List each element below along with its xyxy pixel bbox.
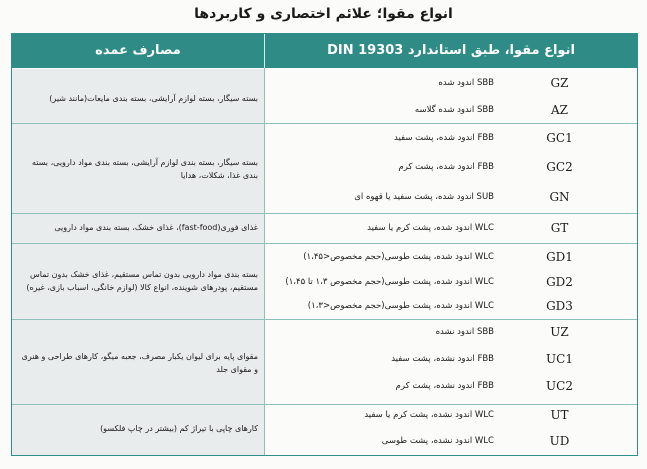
header-usage: مصارف عمده — [95, 43, 181, 58]
page-title: انواع مقوا؛ علائم اختصاری و کاربردها — [194, 6, 453, 22]
code-cell: GD2 — [546, 275, 573, 289]
description-cell: FBB اندود نشده، پشت سفید — [391, 354, 494, 364]
usage-cell: غذای فوری(fast-food)، غذای خشک، بسته بندی مواد دارویی — [54, 223, 258, 232]
code-cell: GN — [549, 190, 570, 204]
description-cell: FBB اندود نشده، پشت کرم — [395, 381, 494, 391]
code-cell: UT — [550, 408, 569, 422]
description-cell: SBB اندود نشده — [435, 327, 494, 337]
usage-cell: مقوای پایه برای لیوان یکبار مصرف، جعبه میگو، کارهای طراحی و هنری و مقوای جلد — [21, 352, 258, 374]
description-cell: FBB اندود شده، پشت کرم — [398, 162, 494, 172]
column-divider — [264, 68, 265, 455]
code-cell: GC1 — [546, 131, 573, 145]
description-cell: SBB اندود شده گلاسه — [414, 105, 494, 115]
description-cell: WLC اندود شده، پشت طوسی(حجم مخصوص ۱،۳ تا ۱،۴۵) — [285, 277, 494, 287]
code-cell: AZ — [550, 103, 568, 117]
code-cell: GT — [550, 221, 569, 235]
table-header — [12, 34, 637, 68]
usage-cell: بسته بندی مواد دارویی بدون تماس مستقیم، غذای خشک بدون تماس مستقیم، پودرهای شوینده، انواع کالا (لوازم خانگی، اسباب بازی، غیره) — [26, 270, 258, 292]
code-cell: UD — [549, 434, 570, 448]
description-cell: WLC اندود شده، پشت طوسی(حجم مخصوص<۱،۳) — [307, 301, 494, 311]
code-cell: GD1 — [546, 250, 573, 264]
description-cell: WLC اندود شده، پشت طوسی(حجم مخصوص<۱،۴۵) — [303, 252, 494, 262]
usage-cell: کارهای چاپی با تیراژ کم (بیشتر در چاپ فلکسو) — [100, 424, 258, 433]
header-types: انواع مقوا، طبق استاندارد DIN 19303 — [264, 34, 637, 68]
row-divider — [12, 213, 637, 214]
board-types-table — [11, 33, 638, 456]
description-cell: SUB اندود شده، پشت سفید یا قهوه ای — [354, 192, 494, 202]
code-cell: GC2 — [546, 160, 573, 174]
description-cell: WLC اندود شده، پشت کرم یا سفید — [367, 223, 494, 233]
usage-cell: بسته سیگار، بسته لوازم آرایشی، بسته بندی مایعات(مانند شیر) — [49, 94, 258, 103]
description-cell: SBB اندود شده — [438, 78, 494, 88]
code-cell: UC1 — [546, 352, 573, 366]
description-cell: FBB اندود شده، پشت سفید — [394, 133, 494, 143]
row-divider — [12, 123, 637, 124]
usage-cell: بسته سیگار، بسته بندی لوازم آرایشی، بسته بندی مواد دارویی، بسته بندی غذا، شکلات، هدایا — [31, 158, 258, 180]
description-cell: WLC اندود نشده، پشت کرم یا سفید — [364, 410, 494, 420]
row-divider — [12, 319, 637, 320]
description-cell: WLC اندود نشده، پشت طوسی — [381, 436, 494, 446]
code-cell: UZ — [550, 325, 569, 339]
code-cell: GD3 — [546, 299, 573, 313]
row-divider — [12, 243, 637, 244]
code-cell: UC2 — [546, 379, 573, 393]
row-divider — [12, 404, 637, 405]
code-cell: GZ — [550, 76, 569, 90]
